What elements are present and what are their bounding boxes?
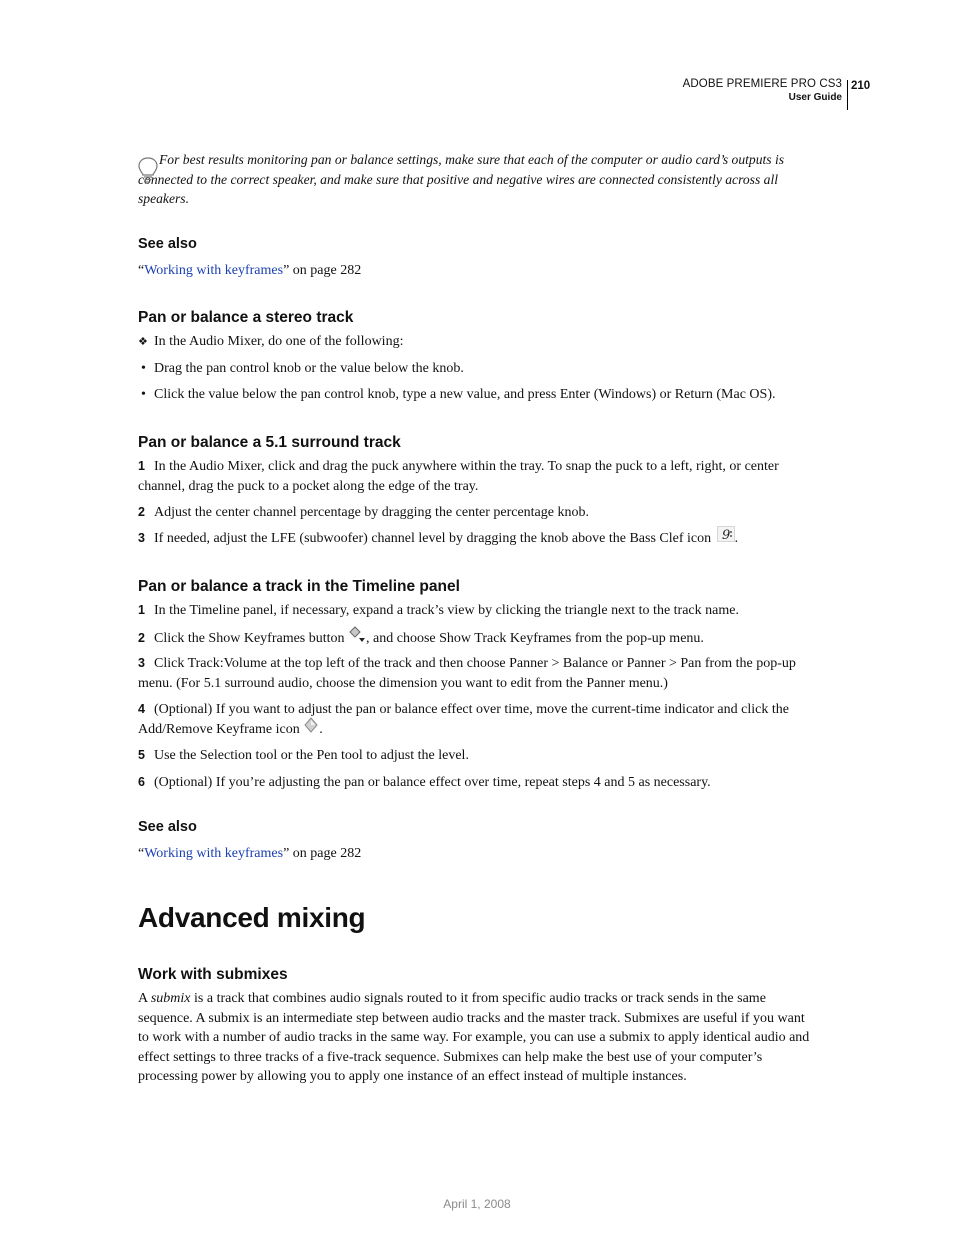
section-heading-timeline: Pan or balance a track in the Timeline panel bbox=[138, 578, 460, 595]
step-number: 3 bbox=[138, 531, 145, 546]
step bbox=[138, 529, 814, 549]
paragraph-text: A bbox=[138, 991, 151, 1006]
bass-clef-icon bbox=[717, 526, 735, 549]
step bbox=[138, 628, 814, 650]
step bbox=[138, 503, 814, 523]
step-number: 3 bbox=[138, 656, 145, 670]
step-number: 1 bbox=[138, 459, 145, 473]
section-heading-stereo: Pan or balance a stereo track bbox=[138, 309, 354, 326]
step-number: 2 bbox=[138, 631, 145, 646]
show-keyframes-icon bbox=[348, 625, 366, 650]
step-number: 4 bbox=[138, 702, 145, 716]
svg-text:9: 9 bbox=[721, 528, 730, 542]
section-heading-surround: Pan or balance a 5.1 surround track bbox=[138, 434, 401, 451]
guide-label: User Guide bbox=[788, 92, 842, 103]
see-also-reference bbox=[138, 261, 814, 281]
submix-paragraph bbox=[138, 989, 814, 1087]
see-also-heading: See also bbox=[138, 236, 197, 252]
list-item-text: Drag the pan control knob or the value below the knob. bbox=[154, 361, 464, 376]
step bbox=[138, 601, 814, 621]
list-item bbox=[138, 385, 814, 405]
diamond-marker: ❖ bbox=[138, 336, 148, 348]
page-reference: ” on page 282 bbox=[283, 846, 362, 861]
footer-date: April 1, 2008 bbox=[443, 1197, 511, 1211]
step-text-after: . bbox=[319, 721, 323, 737]
chapter-heading: Advanced mixing bbox=[138, 902, 366, 933]
step-text: In the Audio Mixer, click and drag the puck anywhere within the tray. To snap the puck to a left, right, or center channel, drag the puck to a pocket along the edge of the tray. bbox=[138, 459, 779, 494]
add-remove-keyframe-icon bbox=[303, 717, 319, 740]
submix-term: submix bbox=[150, 991, 191, 1006]
step-text-after: . bbox=[734, 531, 739, 547]
step-text: In the Timeline panel, if necessary, expand a track’s view by clicking the triangle next to the track name. bbox=[154, 603, 739, 618]
stereo-intro bbox=[138, 332, 814, 353]
tip-note bbox=[138, 150, 814, 209]
step-text: (Optional) If you want to adjust the pan or balance effect over time, move the current-time indicator and click the Add/Remove Keyframe icon bbox=[138, 702, 789, 737]
paragraph-text: is a track that combines audio signals routed to it from specific audio tracks or track sends in the same sequence. A submix is an intermediate step between audio tracks and the master track. Submixes are useful if you want to work with a number of audio tracks in the same way. For example, you can use a submix to apply identical audio and effect settings to three tracks of a five-track sequence. Submixes can help make the best use of your computer’s processing power by allowing you to apply one instance of an effect instead of multiple instances. bbox=[138, 991, 810, 1085]
product-title: ADOBE PREMIERE PRO CS3 bbox=[682, 78, 842, 90]
step-text: Click Track:Volume at the top left of the track and then choose Panner > Balance or Panner > Pan from the pop-up menu. (For 5.1 surround audio, choose the dimension you want to edit from the Panner menu.) bbox=[138, 656, 796, 691]
page-number: 210 bbox=[851, 80, 871, 92]
working-with-keyframes-link[interactable]: Working with keyframes bbox=[144, 263, 284, 278]
step-text-after: , and choose Show Track Keyframes from the pop-up menu. bbox=[366, 631, 704, 647]
step bbox=[138, 654, 814, 693]
working-with-keyframes-link[interactable]: Working with keyframes bbox=[144, 846, 284, 861]
step-number: 2 bbox=[138, 505, 145, 519]
section-heading-submixes: Work with submixes bbox=[138, 966, 288, 983]
quote-open: “ bbox=[138, 846, 145, 861]
see-also-heading: See also bbox=[138, 819, 197, 835]
list-item bbox=[138, 359, 814, 379]
lightbulb-icon bbox=[138, 156, 158, 190]
step bbox=[138, 746, 814, 766]
step bbox=[138, 700, 814, 739]
step bbox=[138, 457, 814, 496]
step-text: If needed, adjust the LFE (subwoofer) channel level by dragging the knob above the Bass Clef icon bbox=[154, 531, 712, 547]
step bbox=[138, 773, 814, 793]
running-header bbox=[683, 78, 842, 103]
quote-open: “ bbox=[138, 263, 145, 278]
bullet-marker: • bbox=[141, 361, 146, 376]
step-number: 5 bbox=[138, 748, 145, 762]
step-number: 1 bbox=[138, 603, 145, 617]
step-text: Use the Selection tool or the Pen tool to adjust the level. bbox=[154, 748, 469, 763]
step-text: (Optional) If you’re adjusting the pan or balance effect over time, repeat steps 4 and 5 as necessary. bbox=[154, 775, 711, 790]
step-text: Adjust the center channel percentage by dragging the center percentage knob. bbox=[154, 505, 589, 520]
tip-text: For best results monitoring pan or balance settings, make sure that each of the computer or audio card’s outputs is connected to the correct speaker, and make sure that positive and negative wires are connected consistently across all speakers. bbox=[138, 152, 785, 207]
bullet-marker: • bbox=[141, 387, 146, 402]
list-item-text: Click the value below the pan control knob, type a new value, and press Enter (Windows) or Return (Mac OS). bbox=[154, 387, 776, 402]
see-also-reference bbox=[138, 844, 814, 864]
step-number: 6 bbox=[138, 775, 145, 789]
header-divider bbox=[847, 80, 848, 110]
step-text: Click the Show Keyframes button bbox=[154, 631, 345, 647]
stereo-intro-text: In the Audio Mixer, do one of the following: bbox=[154, 334, 404, 349]
page-reference: ” on page 282 bbox=[283, 263, 362, 278]
